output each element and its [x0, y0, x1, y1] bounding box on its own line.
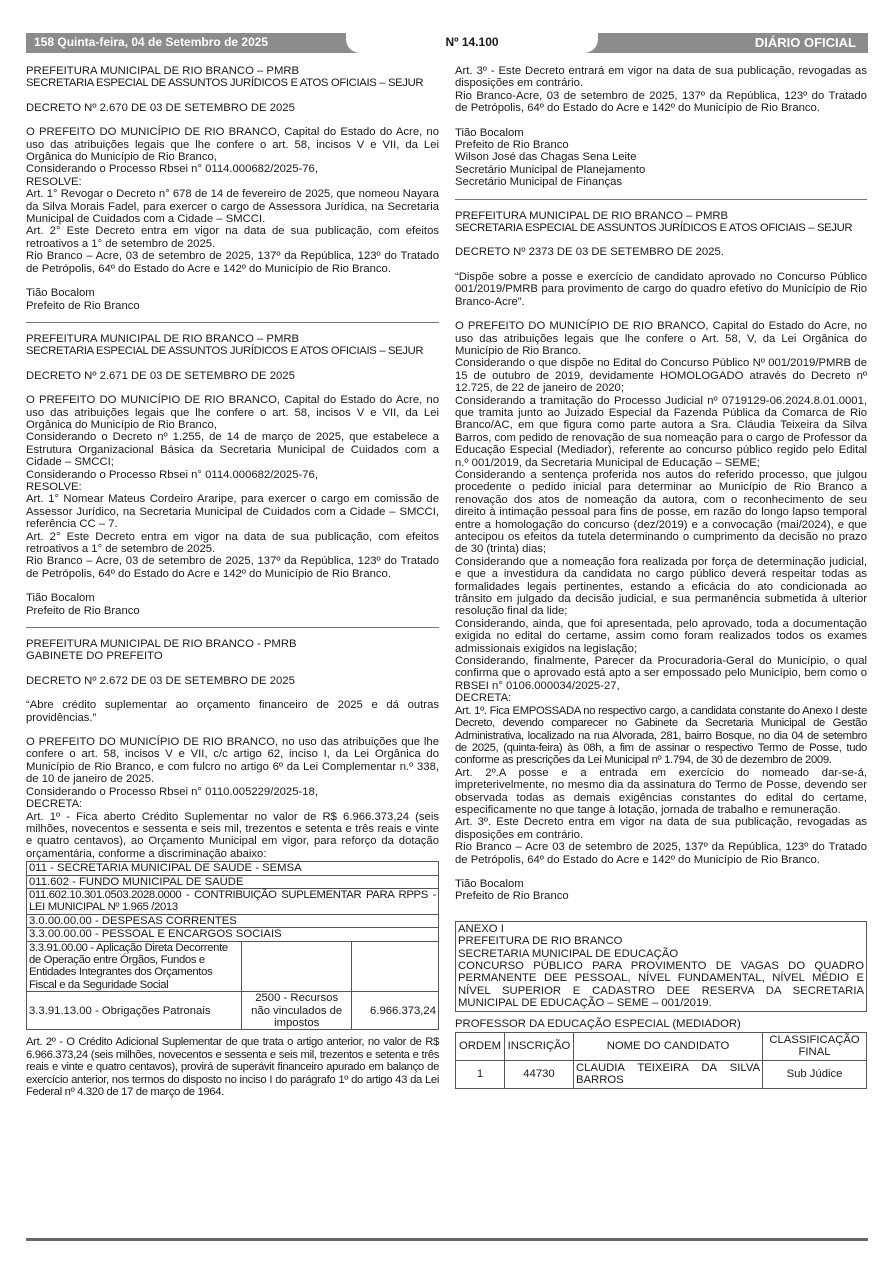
- org-secretariat: SECRETARIA ESPECIAL DE ASSUNTOS JURÍDICOS E ATOS OFICIAIS – SEJUR: [26, 77, 424, 90]
- budget-category: 3.0.00.00.00 - DESPESAS CORRENTES: [27, 914, 439, 927]
- cell-classification: Sub Júdice: [763, 1060, 867, 1088]
- section-divider: [455, 199, 867, 200]
- decree-2373: [455, 210, 867, 1089]
- budget-empty-cell: [242, 941, 352, 992]
- decree-article-3: Art. 3º. Este Decreto entra em vigor na data de sua publicação, revogadas as disposições em contrário.: [455, 816, 867, 841]
- column-header: ORDEM: [456, 1033, 505, 1061]
- org-name: PREFEITURA MUNICIPAL DE RIO BRANCO – PMRB: [455, 209, 729, 222]
- org-name: PREFEITURA MUNICIPAL DE RIO BRANCO – PMRB: [26, 65, 300, 77]
- decree-title: DECRETO Nº 2.670 DE 03 DE SETEMBRO DE 2025: [26, 101, 295, 114]
- signatory-name: Tião Bocalom: [26, 592, 95, 605]
- decree-summary: “Dispõe sobre a posse e exercício de candidato aprovado no Concurso Público 001/2019/PMRB para provimento de cargo do quadro efetivo do Município de Rio Branco-Acre”.: [455, 270, 867, 308]
- candidate-table: [455, 1032, 867, 1089]
- annex-box: [455, 921, 867, 1012]
- edition-number: Nº 14.100: [445, 35, 499, 49]
- decree-considering-5: Considerando, ainda, que foi apresentada, pelo aprovado, toda a documentação exigida no edital do certame, assim como foram realizados todos os exames admissionais exigidos na legislação;: [455, 617, 867, 655]
- decree-2670: [26, 65, 439, 312]
- decree-article-1: Art. 1° Revogar o Decreto n° 678 de 14 de fevereiro de 2025, que nomeou Nayara da Silva Morais Fadel, para exercer o cargo de Assessora Jurídica, na Secretaria Municipal de Cuidados com a Cidade – SMCCI.: [26, 188, 439, 226]
- right-column: [455, 65, 867, 1089]
- signatory-role: Prefeito de Rio Branco: [455, 890, 569, 903]
- org-secretariat: SECRETARIA ESPECIAL DE ASSUNTOS JURÍDICOS E ATOS OFICIAIS – SEJUR: [26, 345, 424, 358]
- decree-article-2: Art. 2º - O Crédito Adicional Suplementar de que trata o artigo anterior, no valor de R$ 6.966.373,24 (seis milhões, novecentos e sessenta e seis mil, trezentos e setenta e três reais e vinte e quatro centavos), provirá de superávit financeiro apurado em balanço de exercício anterior, nos termos do disposto no inciso I do parágrafo 1º do artigo 43 da Lei Federal nº 4.320 de 17 de março de 1964.: [26, 1036, 439, 1099]
- decree-date: Rio Branco – Acre 03 de setembro de 2025, 137º da República, 123º do Tratado de Petrópolis, 64º do Estado do Acre e 142º do Município de Rio Branco.: [455, 841, 867, 866]
- position-title: PROFESSOR DA EDUCAÇÃO ESPECIAL (MEDIADOR): [455, 1017, 741, 1030]
- decree-title: DECRETO Nº 2373 DE 03 DE SETEMBRO DE 2025.: [455, 246, 724, 259]
- budget-org: 011 - SECRETARIA MUNICIPAL DE SAÚDE - SEMSA: [27, 862, 439, 875]
- org-name: PREFEITURA MUNICIPAL DE RIO BRANCO - PMRB: [26, 638, 297, 651]
- decree-resolve: RESOLVE:: [26, 175, 82, 188]
- cell-candidate-name: CLAUDIA TEIXEIRA DA SILVA BARROS: [573, 1060, 762, 1088]
- signatory-role: Prefeito de Rio Branco: [26, 604, 140, 617]
- signatory-name: Wilson José das Chagas Sena Leite: [455, 151, 637, 164]
- decree-summary: “Abre crédito suplementar ao orçamento financeiro de 2025 e dá outras providências.”: [26, 699, 439, 724]
- decree-date: Rio Branco – Acre, 03 de setembro de 2025, 137º da República, 123º do Tratado de Petrópolis, 64º do Estado do Acre e 142º do Município de Rio Branco.: [26, 250, 439, 275]
- signatory-name: Tião Bocalom: [455, 877, 524, 890]
- decree-intro: O PREFEITO DO MUNICÍPIO DE RIO BRANCO, no uso das atribuições que lhe confere o art. 58, incisos V e VII, c/c artigo 62, inciso I, da Lei Orgânica do Município de Rio Branco, e com fulcro no artigo 6º da Lei Complementar n.º 338, de 10 de janeiro de 2025.: [26, 736, 439, 786]
- budget-value: 6.966.373,24: [352, 992, 439, 1030]
- decree-2671: [26, 333, 439, 617]
- column-header: CLASSIFICAÇÃO FINAL: [763, 1033, 867, 1061]
- decree-date: Rio Branco-Acre, 03 de setembro de 2025, 137º da República, 123º do Tratado de Petrópolis, 64º do Estado do Acre e 142º do Município de Rio Branco.: [455, 89, 867, 115]
- table-row: [27, 992, 439, 1030]
- table-row: [27, 941, 439, 992]
- decree-considering-6: Considerando, finalmente, Parecer da Procuradoria-Geral do Município, o qual confirma que o aprovado está apto a ser empossado pelo Município, bem como o RBSEI n° 0106.000034/2025-27,: [455, 655, 867, 692]
- decree-decrees: DECRETA:: [26, 798, 83, 811]
- table-row: [27, 888, 439, 914]
- table-row: [456, 1060, 867, 1088]
- decree-article-2: Art. 2º.A posse e a entrada em exercício do nomeado dar-se-á, impreterivelmente, no mesmo dia da assinatura do Termo de Posse, devendo ser observada todas as demais exigências constantes do edital do certame, especificamente no que tange à lotação, jornada de trabalho e remuneração.: [455, 766, 867, 816]
- annex-secretariat: SECRETARIA MUNICIPAL DE EDUCAÇÃO: [458, 947, 679, 960]
- signatory-role: Prefeito de Rio Branco: [26, 299, 140, 312]
- page-info: 158 Quinta-feira, 04 de Setembro de 2025: [34, 35, 269, 49]
- table-row: [27, 862, 439, 875]
- signatory-name: Tião Bocalom: [455, 126, 524, 139]
- decree-resolve: RESOLVE:: [26, 480, 82, 493]
- decree-intro: O PREFEITO DO MUNICÍPIO DE RIO BRANCO, Capital do Estado do Acre, no uso das atribuições legais que lhe confere o Art. 58, V, da Lei Orgânica do Município de Rio Branco.: [455, 320, 867, 357]
- decree-title: DECRETO Nº 2.672 DE 03 DE SETEMBRO DE 2025: [26, 674, 295, 687]
- annex-org: PREFEITURA DE RIO BRANCO: [458, 935, 623, 948]
- decree-considering: Considerando o Processo Rbsei n° 0110.005229/2025-18,: [26, 785, 318, 798]
- publication-name: DIÁRIO OFICIAL: [754, 35, 856, 50]
- decree-date: Rio Branco – Acre, 03 de setembro de 2025, 137º da República, 123º do Tratado de Petrópolis, 64º do Estado do Acre e 142º do Município de Rio Branco.: [26, 555, 439, 580]
- decree-intro: O PREFEITO DO MUNICÍPIO DE RIO BRANCO, Capital do Estado do Acre, no uso das atribuições legais que lhe confere o art. 58, incisos V e VII, da Lei Orgânica do Município de Rio Branco,: [26, 126, 439, 164]
- left-column: [26, 65, 439, 1098]
- cell-order: 1: [456, 1060, 505, 1088]
- signatory-role: Secretário Municipal de Planejamento: [455, 163, 646, 176]
- cell-registration: 44730: [504, 1060, 573, 1088]
- annex-description: CONCURSO PÚBLICO PARA PROVIMENTO DE VAGAS DO QUADRO PERMANENTE DEE PESSOAL, NÍVEL FUNDAMENTAL, NÍVEL MÉDIO E NÍVEL SUPERIOR E CADASTRO DEE RESERVA DA SECRETARIA MUNICIPAL DE EDUCAÇÃO – SEME – 001/2019.: [458, 960, 864, 1010]
- decree-2672: [26, 638, 439, 1098]
- signatory-role: Prefeito de Rio Branco: [455, 139, 569, 152]
- decree-article-2: Art. 2° Este Decreto entra em vigor na data de sua publicação, com efeitos retroativos a 1° de setembro de 2025.: [26, 530, 439, 555]
- page-header: [26, 33, 868, 53]
- decree-considering-1: Considerando o que dispõe no Edital do Concurso Público Nº 001/2019/PMRB de 15 de outubro de 2019, devidamente HOMOLOGADO através do Decreto nº 12.725, de 22 de janeiro de 2020;: [455, 357, 867, 395]
- budget-table: [26, 861, 439, 1030]
- section-divider: [26, 322, 439, 323]
- footer-rule: [26, 1238, 868, 1241]
- decree-article-2: Art. 2° Este Decreto entra em vigor na data de sua publicação, com efeitos retroativos a 1° de setembro de 2025.: [26, 225, 439, 250]
- decree-article-1: Art. 1º. Fica EMPOSSADA no respectivo cargo, a candidata constante do Anexo I deste Decreto, devendo comparecer no Gabinete da Secretaria Municipal de Gestão Administrativa, localizado na rua Alvorada, 281, bairro Bosque, no dia 04 de setembro de 2025, (quinta-feira) às 08h, a fim de assinar o respectivo Termo de Posse, tudo conforme as prescrições da Lei Municipal nº 1.794, de 30 de dezembro de 2009.: [455, 704, 867, 767]
- decree-article-1: Art. 1° Nomear Mateus Cordeiro Araripe, para exercer o cargo em comissão de Assessor Jurídico, na Secretaria Municipal de Cuidados com a Cidade – SMCCI, referência CC – 7.: [26, 493, 439, 531]
- org-secretariat: SECRETARIA ESPECIAL DE ASSUNTOS JURÍDICOS E ATOS OFICIAIS – SEJUR: [455, 222, 853, 235]
- table-row: [27, 928, 439, 941]
- budget-program: 011.602.10.301.0503.2028.0000 - CONTRIBUIÇÃO SUPLEMENTAR PARA RPPS - LEI MUNICIPAL Nº 1.965 /2013: [27, 888, 439, 914]
- budget-fund: 011.602 - FUNDO MUNICIPAL DE SAÚDE: [27, 875, 439, 888]
- table-row: [27, 875, 439, 888]
- column-header: NOME DO CANDIDATO: [573, 1033, 762, 1061]
- budget-empty-cell: [352, 941, 439, 992]
- table-row: [27, 914, 439, 927]
- decree-considering-2: Considerando o Processo Rbsei n° 0114.000682/2025-76,: [26, 468, 318, 481]
- decree-2672-continued: [455, 65, 867, 189]
- decree-title: DECRETO Nº 2.671 DE 03 DE SETEMBRO DE 2025: [26, 369, 295, 382]
- section-divider: [26, 627, 439, 628]
- decree-considering-3: Considerando a sentença proferida nos autos do referido processo, que julgou procedente o pedido inicial para determinar ao Município de Rio Branco a renovação dos atos de nomeação da autora, com o reconhecimento de seu direito à intimação pessoal para fins de posse, em razão do longo lapso temporal entre a homologação do concurso (dez/2019) e a convocação (mai/2024), e que antecipou os efeitos da tutela determinando o cumprimento da decisão no prazo de 30 (trinta) dias;: [455, 468, 867, 556]
- decree-decrees: DECRETA:: [455, 692, 512, 705]
- decree-considering-4: Considerando que a nomeação fora realizada por força de determinação judicial, e que a investidura da candidata no cargo público deverá respeitar todas as formalidades legais pertinentes, estando a eficácia do ato condicionada ao trânsito em julgado da decisão judicial, e sua permanência submetida à ulterior resolução final da lide;: [455, 555, 867, 618]
- signatory-name: Tião Bocalom: [26, 287, 95, 300]
- budget-modality: 3.3.91.00.00 - Aplicação Direta Decorrente de Operação entre Órgãos, Fundos e Entidades Integrantes dos Orçamentos Fiscal e da Seguridade Social: [27, 941, 242, 992]
- budget-group: 3.3.00.00.00 - PESSOAL E ENCARGOS SOCIAIS: [27, 928, 439, 941]
- decree-article-1: Art. 1º - Fica aberto Crédito Suplementar no valor de R$ 6.966.373,24 (seis milhões, novecentos e sessenta e seis mil, trezentos e setenta e três reais e vinte e quatro centavos), ao Orçamento Municipal em vigor, para reforço da dotação orçamentária, conforme a discriminação abaixo:: [26, 810, 439, 860]
- decree-intro: O PREFEITO DO MUNICÍPIO DE RIO BRANCO, Capital do Estado do Acre, no uso das atribuições legais que lhe confere o art. 58, incisos V e VII, da Lei Orgânica do Município de Rio Branco,: [26, 394, 439, 431]
- org-name: PREFEITURA MUNICIPAL DE RIO BRANCO – PMRB: [26, 332, 300, 345]
- decree-considering-2: Considerando a tramitação do Processo Judicial nº 0719129-06.2024.8.01.0001, que tramita junto ao Juizado Especial da Fazenda Pública da Comarca de Rio Branco/AC, em que figura como parte autora a Sra. Cláudia Teixeira da Silva Barros, com pedido de renovação de sua nomeação para o cargo de Professor da Educação Especial (Mediador), referente ao concurso público regido pelo Edital n.º 001/2019, da Secretaria Municipal de Educação – SEME;: [455, 394, 867, 469]
- column-header: INSCRIÇÃO: [504, 1033, 573, 1061]
- decree-considering-1: Considerando o Decreto nº 1.255, de 14 de março de 2025, que estabelece a Estrutura Organizacional Básica da Secretaria Municipal de Cuidados com a Cidade – SMCCI;: [26, 431, 439, 469]
- org-office: GABINETE DO PREFEITO: [26, 650, 163, 663]
- decree-article-3: Art. 3º - Este Decreto entrará em vigor na data de sua publicação, revogadas as disposições em contrário.: [455, 65, 867, 90]
- annex-title: ANEXO I: [458, 922, 504, 935]
- signatory-role: Secretário Municipal de Finanças: [455, 176, 623, 189]
- table-header-row: [456, 1033, 867, 1061]
- budget-source: 2500 - Recursos não vinculados de impostos: [242, 992, 352, 1030]
- budget-element: 3.3.91.13.00 - Obrigações Patronais: [27, 992, 242, 1030]
- decree-considering: Considerando o Processo Rbsei n° 0114.000682/2025-76,: [26, 163, 318, 176]
